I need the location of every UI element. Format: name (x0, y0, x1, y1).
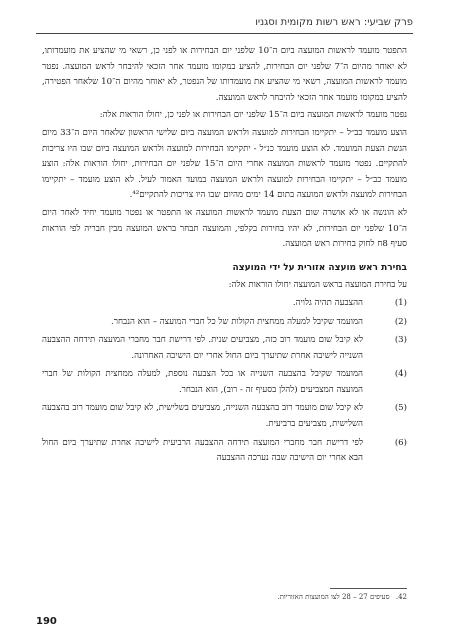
item-number: (1) (394, 297, 407, 308)
section-heading: בחירת ראש מועצה אזורית על ידי המועצה (232, 262, 407, 273)
rules-list (42, 296, 407, 467)
section-intro: על בחירת המועצה בראש המועצה יחולו הוראות אלה: (228, 280, 407, 291)
footnote-divider (330, 588, 407, 589)
list-item (42, 333, 407, 364)
list-item (42, 367, 407, 398)
footnote-text: סעיפים 27 – 28 לצו המועצות האזוריות. (277, 593, 390, 601)
header-divider (36, 33, 413, 34)
item-text: לא קיבל שום מועמד רוב כזה, מצביעים שנית. לפי דרישת חבר מחברי המועצה תידחה ההצבעה השנייה לישיבה אחרת שתיערך ביום החול אחרי יום הישיבה האחרונה. (42, 335, 363, 361)
item-text: ההצבעה תהיה גלויה. (292, 297, 363, 308)
chapter-title: פרק שביעי: ראש רשות מקומית וסגניו (255, 17, 413, 28)
paragraph: התפטר מועמד לראשות המועצה ביום ה־10 שלפני יום הבחירות או לפני כן, רשאי מי שהציע את מועמדותו, לא יאוחר מהיום ה־7 שלפני יום הבחירות, להציע במקומו מועמד אחר הזכאי להיבחר לראש המועצה. נפטר מועמד לראשות המועצה, רשאי מי שהציע את מועמדותו של הנפטר, לא יאוחר מהיום ה־10 שלאחר הפטירה, להציע במקומו מועמד אחר הזכאי להיבחר לראש המועצה. (42, 46, 407, 103)
item-number: (3) (394, 335, 407, 346)
item-number: (2) (394, 316, 407, 327)
footnote-number: 42. (395, 593, 407, 601)
page-number: 190 (36, 616, 57, 627)
list-item (42, 436, 407, 467)
paragraph: נפטר מועמד לראשות המועצה ביום ה־15 שלפני יום הבחירות או לפני כן, יחולו הוראות אלה: (99, 110, 407, 121)
list-item (42, 296, 407, 312)
item-number: (5) (394, 403, 407, 414)
paragraph: הוצע מועמד כב״ל – יתקיימו הבחירות למועצה ולראש המועצה ביום שלישי הראשון שלאחר היום ה־33 מיום הגשת הצעת המועמד. לא הוצע מועמד כנ״ל - יתקיימו הבחירות למועצה ולראש המועצה ביום שבו היו צריכות להתקיים. נפטר מועמד לראשות המועצה אחרי היום ה־15 שלפני יום הבחירות, יחולו הוראות אלה: הוצע מועמד כב״ל – יתקיימו הבחירות למועצה ולראש המועצה במועד האמור לעיל. לא הוצע מועמד – יתקיימו הבחירות למועצה ולראש המועצה בתום 14 ימים מהיום שבו היו צריכות להתקיים⁴². (42, 127, 407, 201)
page-body (42, 44, 407, 470)
item-text: המועמד שקיבל בהצבעה השנייה או בכל הצבעה נוספת, למעלה ממחצית הקולות של חברי המועצה המצביעים (להלן בסעיף זה - רוב), הוא הנבחר. (42, 369, 363, 395)
footnote (42, 593, 407, 601)
paragraph: לא הונשה או לא אושרה שום הצעת מועמד לראשות המועצה או התפטר או נפטר מועמד יחיד לאחר היום ה־10 שלפני יום הבחירות, לא יהיו בחירות בקלפי, והמועצה תבחר בראש המועצה מבין חבריה לפי הוראות סעיף 8ח לחוק בחירות ראש המועצה. (42, 207, 407, 250)
item-number: (6) (394, 437, 407, 448)
item-text: המועמד שקיבל למעלה ממחצית הקולות של כל חברי המועצה – הוא הנבחר. (111, 316, 363, 327)
item-text: לפי דרישת חבר מחברי המועצה תידחה ההצבעה הרביעית לישיבה אחרת שתיערך ביום החול הבא אחרי יום הישיבה שבה נערכה ההצבעה (42, 437, 363, 464)
running-header (36, 13, 413, 35)
list-item (42, 315, 407, 331)
list-item (42, 401, 407, 432)
item-text: לא קיבל שום מועמד רוב בהצבעה השנייה, מצביעים בשלישית, לא קיבל שום מועמד רוב בהצבעה השלישית, מצביעים ברביעית. (42, 403, 363, 430)
item-number: (4) (394, 369, 407, 380)
